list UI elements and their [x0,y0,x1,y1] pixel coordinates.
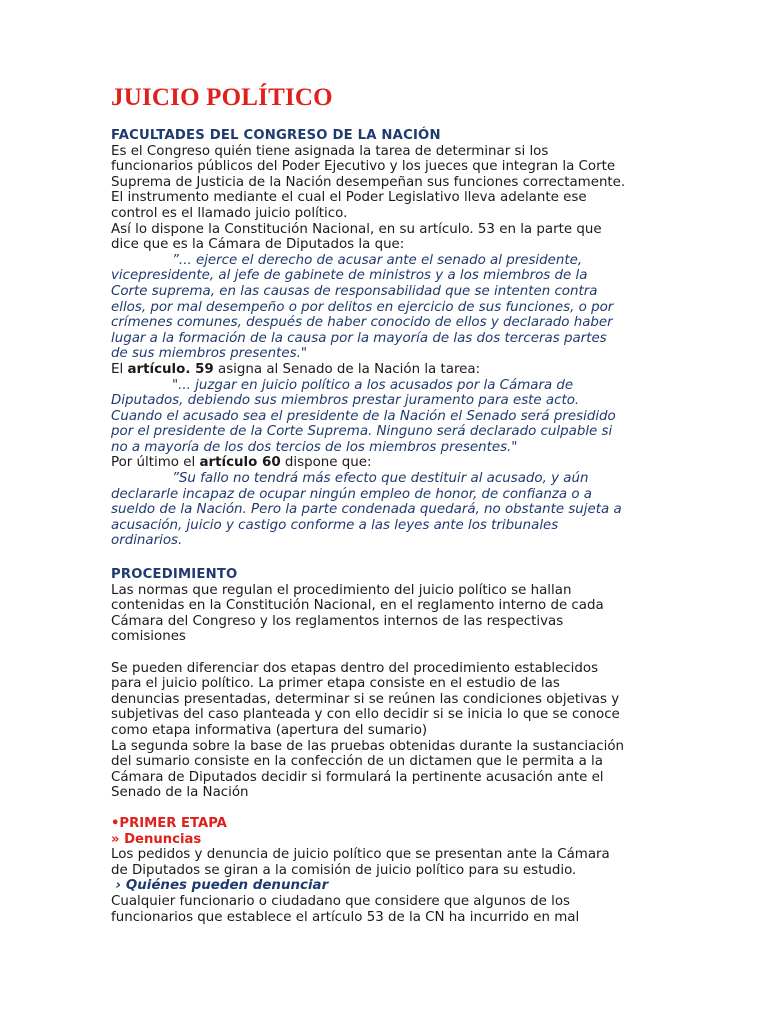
paragraph-line: de Diputados se giran a la comisión de juicio político para su estudio. [111,862,577,878]
subsection-heading [111,878,659,894]
quote-line: Corte suprema, en las causas de responsabilidad que se intenten contra [111,283,598,299]
paragraph-line: El instrumento mediante el cual el Poder Legislativo lleva adelante ese [111,190,587,206]
quote-line: sueldo de la Nación. Pero la parte condenada quedará, no obstante sujeta a [111,502,622,518]
quote-line: por el presidente de la Corte Suprema. Ninguno será declarado culpable si [111,424,613,440]
paragraph-line: Senado de la Nación [111,785,249,801]
section-primer-etapa [111,816,659,925]
quote-line: ellos, por mal desempeño o por delitos en ejercicio de sus funciones, o por [111,299,614,315]
paragraph-line: subjetivas del caso planteada y con ello decidir si se inicia lo que se conoce [111,707,620,723]
subsection-heading: » Denuncias [111,831,202,847]
paragraph-line: Suprema de Justicia de la Nación desempeñan sus funciones correctamente. [111,174,626,190]
quote-line: no a mayoría de los dos tercios de los miembros presentes." [111,439,518,455]
paragraph-line: denuncias presentadas, determinar si se reúnen las condiciones objetivas y [111,691,620,707]
quote-line: ”... ejerce el derecho de acusar ante el senado al presidente, [172,252,583,268]
page-title: JUICIO POLÍTICO [111,84,333,111]
quote-line: Cuando el acusado sea el presidente de la Nación el Senado será presidido [111,408,616,424]
paragraph-line: comisiones [111,629,186,645]
paragraph-line: Cualquier funcionario o ciudadano que considere que algunos de los [111,893,571,909]
quote-line: vicepresidente, al jefe de gabinete de ministros y a los miembros de la [111,268,588,284]
text-span: asigna al Senado de la Nación la tarea: [213,361,481,377]
text-span: El [111,361,128,377]
paragraph-line: Los pedidos y denuncia de juicio político que se presentan ante la Cámara [111,847,610,863]
quote-line: crímenes comunes, después de haber conocido de ellos y declarado haber [111,315,613,331]
article-ref: artículo 60 [199,455,281,471]
subsection-label: Quiénes pueden denunciar [125,878,329,894]
paragraph-line: Cámara de Diputados decidir si formulará la pertinente acusación ante el [111,769,604,785]
article-59-intro [111,362,659,378]
paragraph-line: La segunda sobre la base de las pruebas obtenidas durante la sustanciación [111,738,625,754]
section-facultades [111,128,659,549]
quote-line: de sus miembros presentes." [111,346,307,362]
paragraph-line: dice que es la Cámara de Diputados la que: [111,237,405,253]
quote-line: ”Su fallo no tendrá más efecto que destituir al acusado, y aún [172,471,589,487]
quote-line: "... juzgar en juicio político a los acusados por la Cámara de [172,377,574,393]
quote-line: declararle incapaz de ocupar ningún empleo de honor, de confianza o a [111,486,593,502]
section-procedimiento [111,567,659,801]
paragraph-line: control es el llamado juicio político. [111,205,348,221]
paragraph-line: como etapa informativa (apertura del sumario) [111,722,428,738]
paragraph-line: funcionarios que establece el artículo 53 de la CN ha incurrido en mal [111,909,580,925]
paragraph-line: Es el Congreso quién tiene asignada la tarea de determinar si los [111,143,549,159]
paragraph-line: Cámara del Congreso y los reglamentos internos de las respectivas [111,613,564,629]
section-heading: FACULTADES DEL CONGRESO DE LA NACIÓN [111,128,441,143]
quote-line: lugar a la formación de la causa por la mayoría de las dos terceras partes [111,330,607,346]
quote-article-53 [111,253,659,362]
paragraph-line: Se pueden diferenciar dos etapas dentro del procedimiento establecidos [111,660,599,676]
blank-line [111,645,659,661]
article-60-intro [111,455,659,471]
quote-line: acusación, juicio y castigo conforme a las leyes ante los tribunales [111,517,559,533]
paragraph-line: contenidas en la Constitución Nacional, en el reglamento interno de cada [111,598,604,614]
quote-line: ordinarios. [111,533,183,549]
text-span: dispone que: [280,455,372,471]
paragraph-line: funcionarios públicos del Poder Ejecutivo y los jueces que integran la Corte [111,159,616,175]
article-ref: artículo. 59 [127,361,214,377]
chevron-right-icon: › [111,878,126,894]
quote-article-60 [111,471,659,549]
paragraph-line: del sumario consiste en la confección de un dictamen que le permita a la [111,754,603,770]
quote-line: Diputados, debiendo sus miembros prestar juramento para este acto. [111,393,580,409]
section-heading: •PRIMER ETAPA [111,816,227,831]
section-heading: PROCEDIMIENTO [111,567,238,582]
paragraph-line: para el juicio político. La primer etapa consiste en el estudio de las [111,676,560,692]
quote-article-59 [111,378,659,456]
paragraph-line: Las normas que regulan el procedimiento del juicio político se hallan [111,582,572,598]
paragraph-line: Así lo dispone la Constitución Nacional, en su artículo. 53 en la parte que [111,221,602,237]
text-span: Por último el [111,455,200,471]
